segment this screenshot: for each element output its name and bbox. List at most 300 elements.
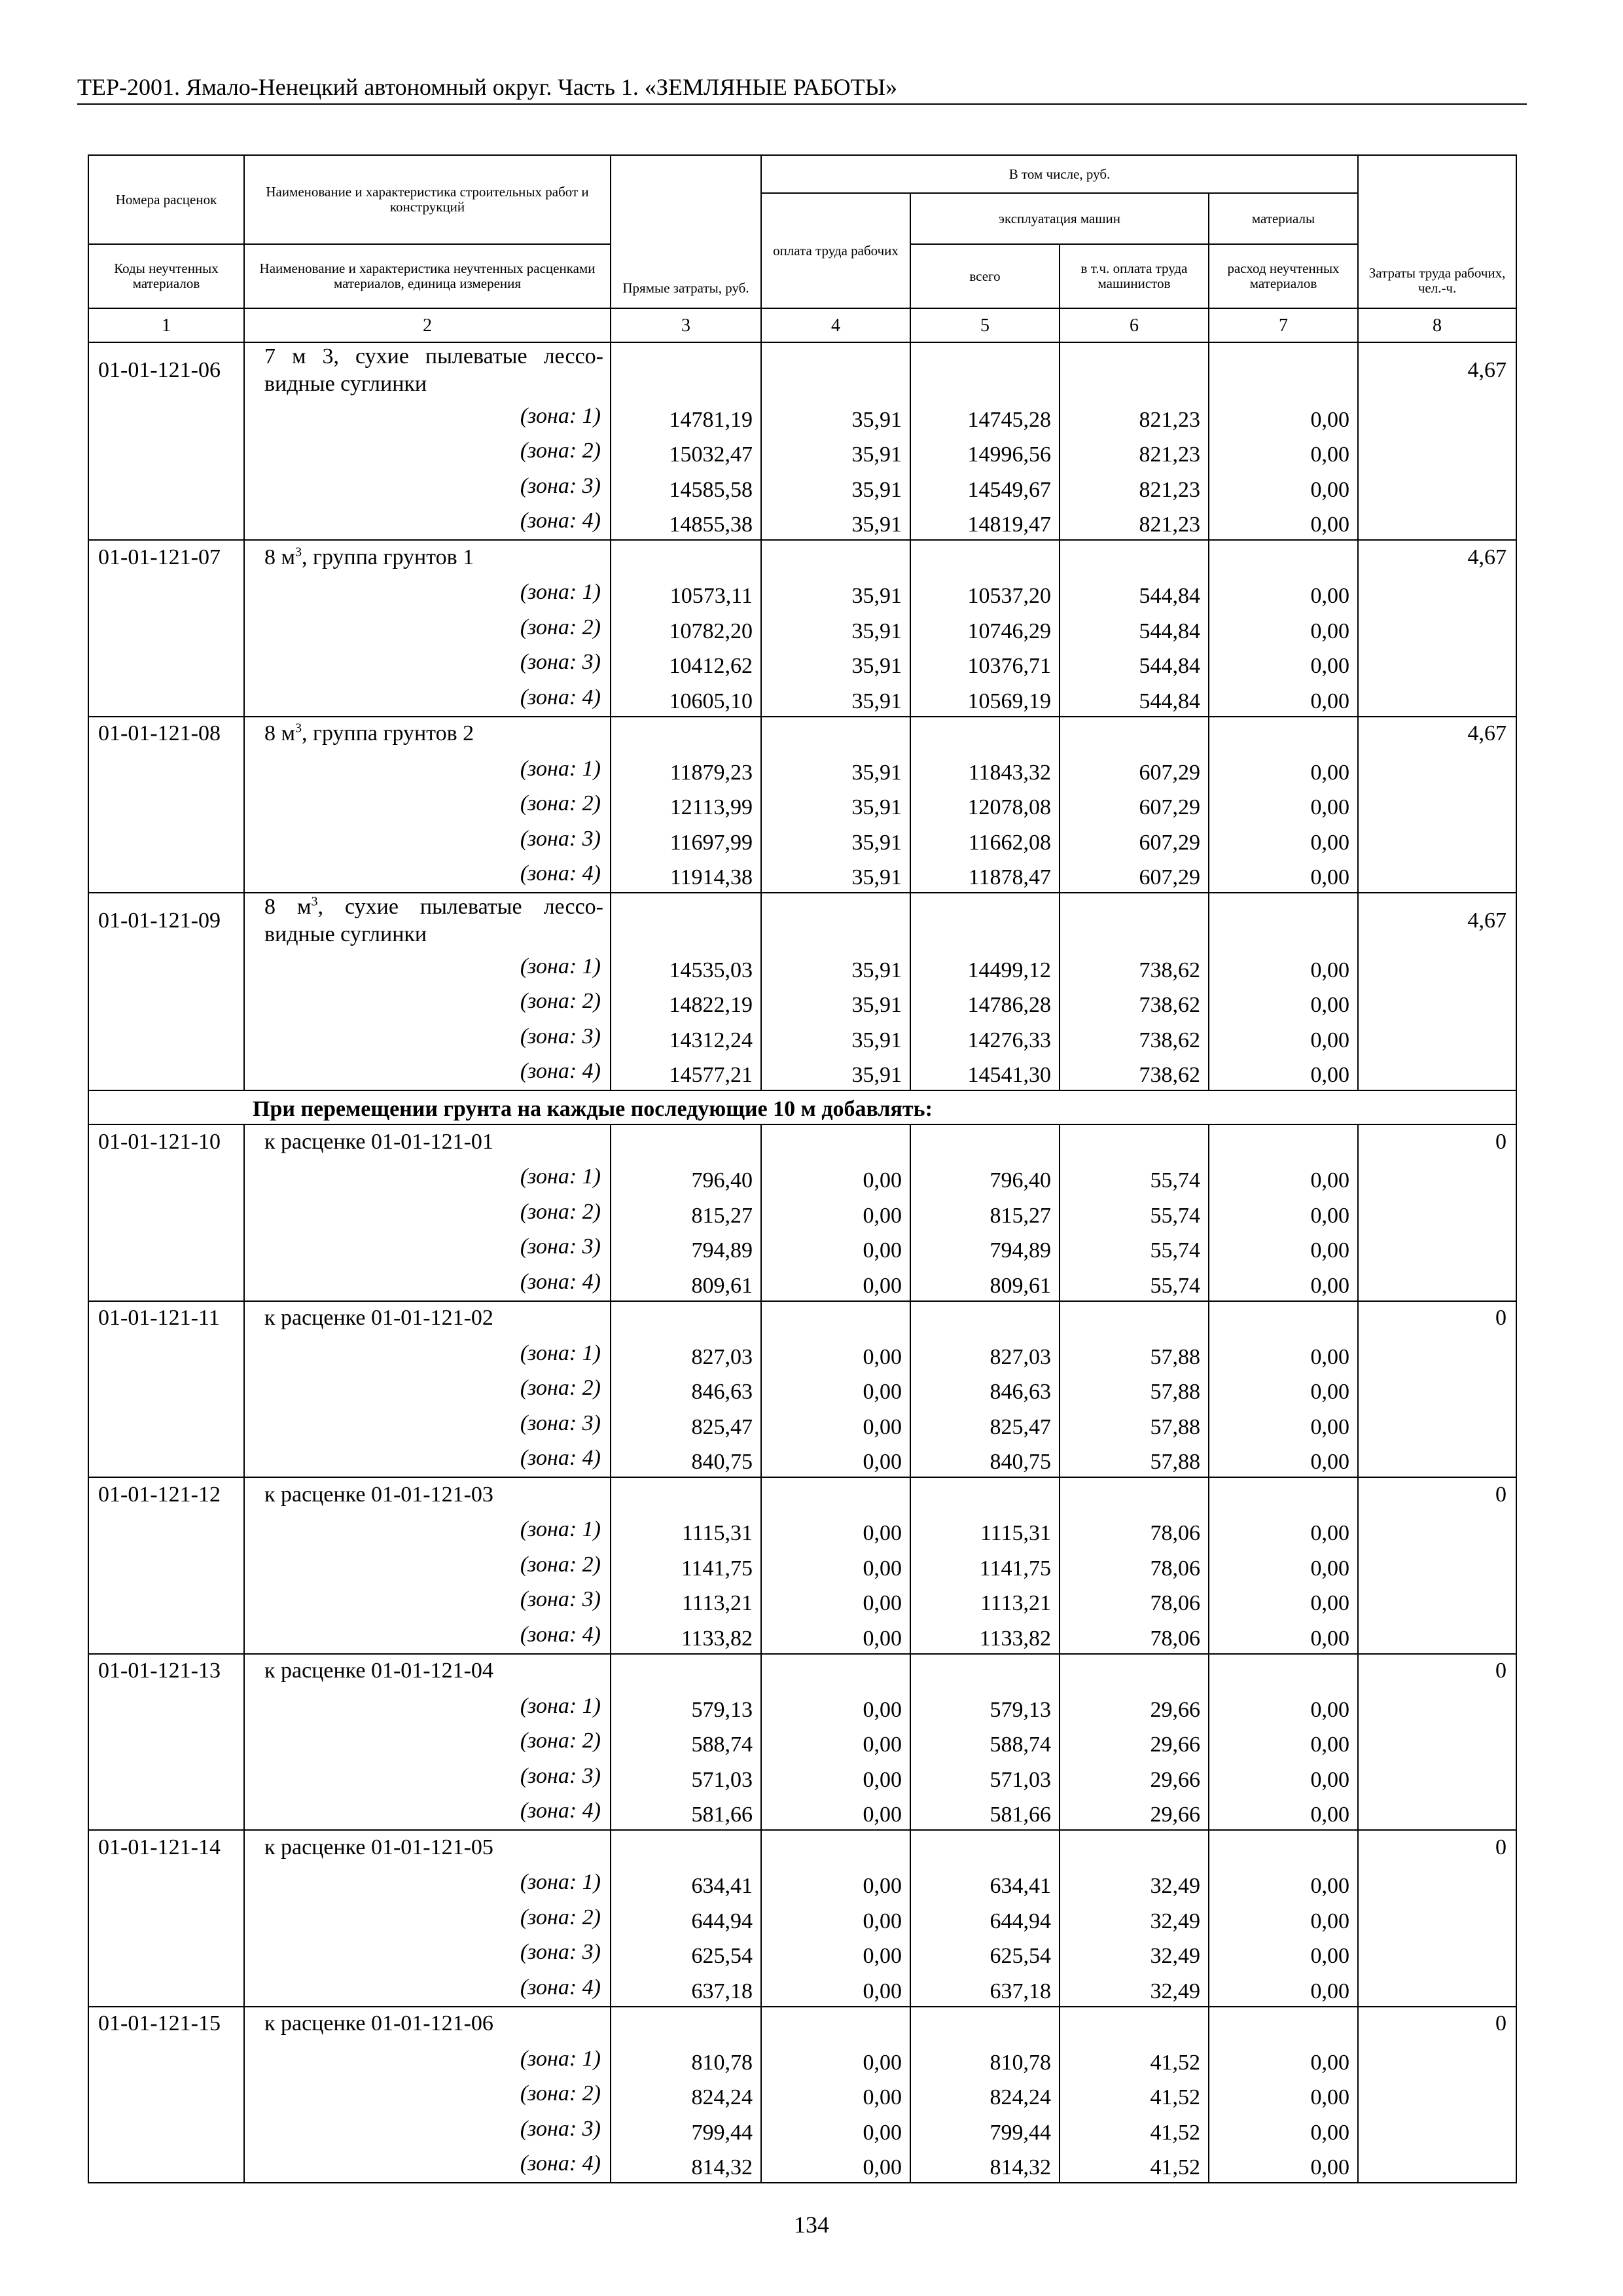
direct-costs: 799,44 [611, 2112, 761, 2147]
direct-costs: 10412,62 [611, 646, 761, 681]
machines-total: 11662,08 [910, 822, 1060, 857]
materials-consumption: 0,00 [1209, 1336, 1358, 1372]
empty-cell [910, 1477, 1060, 1513]
rate-name [244, 1654, 611, 1690]
empty-cell [1358, 822, 1516, 857]
zone-row [88, 1583, 1516, 1619]
header-materials-consumption: расход неучтенных материалов [1209, 244, 1358, 308]
empty-cell [611, 2007, 761, 2043]
rate-name-main: 8 м [264, 721, 296, 746]
machines-wages: 29,66 [1060, 1725, 1209, 1760]
materials-consumption: 0,00 [1209, 822, 1358, 857]
machines-total: 1115,31 [910, 1513, 1060, 1549]
empty-cell [88, 1336, 244, 1372]
materials-consumption: 0,00 [1209, 1971, 1358, 2007]
zone-label: (зона: 1) [244, 950, 611, 985]
machines-total: 796,40 [910, 1160, 1060, 1196]
column-number: 3 [611, 308, 761, 342]
rate-title-row [88, 1830, 1516, 1866]
empty-cell [611, 1654, 761, 1690]
table-body [88, 342, 1516, 2183]
zone-label: (зона: 2) [244, 1901, 611, 1936]
zone-row [88, 505, 1516, 541]
header-machines-total: всего [910, 244, 1060, 308]
empty-cell [761, 540, 910, 576]
wages: 35,91 [761, 576, 910, 611]
empty-cell [1358, 1020, 1516, 1055]
direct-costs: 824,24 [611, 2077, 761, 2113]
materials-consumption: 0,00 [1209, 2077, 1358, 2113]
materials-consumption: 0,00 [1209, 2147, 1358, 2183]
empty-cell [1358, 611, 1516, 646]
rate-name [244, 893, 611, 950]
wages: 0,00 [761, 1725, 910, 1760]
zone-label: (зона: 1) [244, 576, 611, 611]
zone-row [88, 1160, 1516, 1196]
rate-name-superscript: 3 [295, 721, 302, 736]
empty-cell [88, 985, 244, 1020]
zone-row [88, 1795, 1516, 1831]
empty-cell [88, 752, 244, 787]
materials-consumption: 0,00 [1209, 857, 1358, 893]
materials-consumption: 0,00 [1209, 2042, 1358, 2077]
rate-name-rest: , группа грунтов 2 [302, 721, 474, 746]
wages: 0,00 [761, 1583, 910, 1619]
empty-cell [1358, 681, 1516, 717]
rate-name-rest: , сухие пылеватые лессо-видные суглинки [264, 895, 603, 946]
zone-label: (зона: 4) [244, 1442, 611, 1478]
direct-costs: 815,27 [611, 1195, 761, 1230]
empty-cell [1358, 505, 1516, 541]
direct-costs: 579,13 [611, 1689, 761, 1725]
materials-consumption: 0,00 [1209, 1548, 1358, 1583]
machines-total: 14276,33 [910, 1020, 1060, 1055]
empty-cell [88, 576, 244, 611]
machines-total: 588,74 [910, 1725, 1060, 1760]
materials-consumption: 0,00 [1209, 505, 1358, 541]
direct-costs: 581,66 [611, 1795, 761, 1831]
direct-costs: 14585,58 [611, 469, 761, 505]
zone-row [88, 2077, 1516, 2113]
materials-consumption: 0,00 [1209, 950, 1358, 985]
machines-wages: 41,52 [1060, 2147, 1209, 2183]
materials-consumption: 0,00 [1209, 1055, 1358, 1091]
empty-cell [761, 342, 910, 399]
wages: 35,91 [761, 611, 910, 646]
zone-label: (зона: 4) [244, 505, 611, 541]
empty-cell [611, 1477, 761, 1513]
machines-wages: 78,06 [1060, 1583, 1209, 1619]
empty-cell [1358, 1901, 1516, 1936]
materials-consumption: 0,00 [1209, 611, 1358, 646]
empty-cell [1358, 1725, 1516, 1760]
machines-wages: 55,74 [1060, 1230, 1209, 1266]
empty-cell [611, 1301, 761, 1337]
machines-wages: 57,88 [1060, 1372, 1209, 1407]
empty-cell [910, 540, 1060, 576]
rate-title-row [88, 1124, 1516, 1160]
machines-wages: 544,84 [1060, 611, 1209, 646]
machines-wages: 32,49 [1060, 1866, 1209, 1901]
wages: 0,00 [761, 1160, 910, 1196]
empty-cell [88, 822, 244, 857]
direct-costs: 588,74 [611, 1725, 761, 1760]
rate-name-text: к расценке 01-01-121-01 [264, 1129, 493, 1154]
empty-cell [1209, 1654, 1358, 1690]
empty-cell [1358, 1971, 1516, 2007]
zone-row [88, 1689, 1516, 1725]
machines-wages: 57,88 [1060, 1442, 1209, 1478]
machines-wages: 55,74 [1060, 1265, 1209, 1301]
labor-cost: 0 [1358, 1830, 1516, 1866]
labor-cost: 0 [1358, 1477, 1516, 1513]
empty-cell [1358, 2077, 1516, 2113]
machines-total: 1141,75 [910, 1548, 1060, 1583]
machines-wages: 29,66 [1060, 1689, 1209, 1725]
empty-cell [88, 1759, 244, 1795]
empty-cell [88, 1936, 244, 1971]
wages: 0,00 [761, 2147, 910, 2183]
empty-cell [910, 1124, 1060, 1160]
empty-cell [910, 1301, 1060, 1337]
rate-name [244, 2007, 611, 2043]
machines-total: 634,41 [910, 1866, 1060, 1901]
machines-total: 10537,20 [910, 576, 1060, 611]
machines-wages: 607,29 [1060, 787, 1209, 823]
rate-name-main: 8 м [264, 545, 296, 569]
direct-costs: 1115,31 [611, 1513, 761, 1549]
empty-cell [1358, 1265, 1516, 1301]
rate-code: 01-01-121-07 [88, 540, 244, 576]
price-table [88, 154, 1517, 2183]
materials-consumption: 0,00 [1209, 576, 1358, 611]
empty-cell [88, 1160, 244, 1196]
zone-label: (зона: 2) [244, 985, 611, 1020]
rate-title-row [88, 717, 1516, 753]
empty-cell [611, 893, 761, 950]
materials-consumption: 0,00 [1209, 1725, 1358, 1760]
rate-code: 01-01-121-09 [88, 893, 244, 950]
materials-consumption: 0,00 [1209, 787, 1358, 823]
zone-row [88, 752, 1516, 787]
empty-cell [88, 646, 244, 681]
zone-row [88, 2042, 1516, 2077]
empty-cell [88, 1795, 244, 1831]
document-title: ТЕР-2001. Ямало-Ненецкий автономный округ. Часть 1. «ЗЕМЛЯНЫЕ РАБОТЫ» [77, 74, 898, 100]
materials-consumption: 0,00 [1209, 1160, 1358, 1196]
empty-cell [88, 1230, 244, 1266]
machines-wages: 607,29 [1060, 822, 1209, 857]
machines-total: 14786,28 [910, 985, 1060, 1020]
rate-name-text: к расценке 01-01-121-05 [264, 1835, 493, 1859]
zone-row [88, 1372, 1516, 1407]
machines-wages: 29,66 [1060, 1795, 1209, 1831]
empty-cell [88, 469, 244, 505]
rate-code: 01-01-121-06 [88, 342, 244, 399]
rate-name-text: к расценке 01-01-121-06 [264, 2011, 493, 2036]
zone-row [88, 1548, 1516, 1583]
empty-cell [910, 1654, 1060, 1690]
materials-consumption: 0,00 [1209, 1936, 1358, 1971]
direct-costs: 1141,75 [611, 1548, 761, 1583]
zone-label: (зона: 3) [244, 2112, 611, 2147]
empty-cell [88, 2077, 244, 2113]
wages: 35,91 [761, 646, 910, 681]
empty-cell [1209, 1124, 1358, 1160]
empty-cell [1358, 435, 1516, 470]
machines-wages: 57,88 [1060, 1336, 1209, 1372]
zone-label: (зона: 3) [244, 1583, 611, 1619]
wages: 35,91 [761, 435, 910, 470]
zone-row [88, 1901, 1516, 1936]
zone-label: (зона: 2) [244, 435, 611, 470]
empty-cell [1358, 1866, 1516, 1901]
machines-total: 12078,08 [910, 787, 1060, 823]
machines-wages: 41,52 [1060, 2042, 1209, 2077]
zone-row [88, 646, 1516, 681]
zone-label: (зона: 2) [244, 1548, 611, 1583]
materials-consumption: 0,00 [1209, 1901, 1358, 1936]
zone-label: (зона: 4) [244, 1971, 611, 2007]
empty-cell [88, 1971, 244, 2007]
zone-label: (зона: 1) [244, 752, 611, 787]
machines-wages: 738,62 [1060, 950, 1209, 985]
direct-costs: 14312,24 [611, 1020, 761, 1055]
machines-wages: 544,84 [1060, 576, 1209, 611]
materials-consumption: 0,00 [1209, 2112, 1358, 2147]
empty-cell [88, 399, 244, 435]
wages: 35,91 [761, 787, 910, 823]
zone-row [88, 822, 1516, 857]
empty-cell [1358, 646, 1516, 681]
zone-row [88, 576, 1516, 611]
column-number: 7 [1209, 308, 1358, 342]
zone-label: (зона: 3) [244, 1020, 611, 1055]
rate-name-text: к расценке 01-01-121-02 [264, 1306, 493, 1331]
zone-label: (зона: 2) [244, 1372, 611, 1407]
machines-wages: 821,23 [1060, 469, 1209, 505]
zone-row [88, 985, 1516, 1020]
empty-cell [910, 717, 1060, 753]
materials-consumption: 0,00 [1209, 1020, 1358, 1055]
empty-cell [88, 2112, 244, 2147]
empty-cell [1060, 1654, 1209, 1690]
empty-cell [1060, 1477, 1209, 1513]
machines-total: 10376,71 [910, 646, 1060, 681]
empty-cell [88, 2042, 244, 2077]
wages: 35,91 [761, 681, 910, 717]
header-name: Наименование и характеристика строительных работ и конструкций [244, 155, 611, 244]
direct-costs: 814,32 [611, 2147, 761, 2183]
column-number: 1 [88, 308, 244, 342]
header-materials: материалы [1209, 193, 1358, 244]
direct-costs: 809,61 [611, 1265, 761, 1301]
materials-consumption: 0,00 [1209, 1195, 1358, 1230]
empty-cell [1209, 1301, 1358, 1337]
machines-total: 14541,30 [910, 1055, 1060, 1091]
direct-costs: 625,54 [611, 1936, 761, 1971]
materials-consumption: 0,00 [1209, 435, 1358, 470]
empty-cell [1358, 1795, 1516, 1831]
direct-costs: 12113,99 [611, 787, 761, 823]
header-direct-costs: Прямые затраты, руб. [611, 155, 761, 308]
machines-total: 10569,19 [910, 681, 1060, 717]
machines-total: 846,63 [910, 1372, 1060, 1407]
wages: 0,00 [761, 1936, 910, 1971]
wages: 0,00 [761, 1548, 910, 1583]
machines-total: 644,94 [910, 1901, 1060, 1936]
machines-wages: 821,23 [1060, 399, 1209, 435]
labor-cost: 4,67 [1358, 717, 1516, 753]
machines-wages: 544,84 [1060, 681, 1209, 717]
direct-costs: 571,03 [611, 1759, 761, 1795]
zone-row [88, 1195, 1516, 1230]
empty-cell [1209, 893, 1358, 950]
header-including: В том числе, руб. [761, 155, 1358, 193]
rate-title-row [88, 893, 1516, 950]
machines-wages: 78,06 [1060, 1548, 1209, 1583]
zone-label: (зона: 4) [244, 681, 611, 717]
direct-costs: 634,41 [611, 1866, 761, 1901]
rate-title-row [88, 1477, 1516, 1513]
machines-total: 579,13 [910, 1689, 1060, 1725]
machines-total: 815,27 [910, 1195, 1060, 1230]
empty-cell [1358, 1055, 1516, 1091]
empty-cell [1358, 1336, 1516, 1372]
empty-cell [1209, 2007, 1358, 2043]
rate-name [244, 1301, 611, 1337]
zone-row [88, 1725, 1516, 1760]
empty-cell [1358, 1160, 1516, 1196]
wages: 35,91 [761, 985, 910, 1020]
wages: 0,00 [761, 1689, 910, 1725]
materials-consumption: 0,00 [1209, 399, 1358, 435]
labor-cost: 4,67 [1358, 893, 1516, 950]
direct-costs: 14577,21 [611, 1055, 761, 1091]
wages: 0,00 [761, 1513, 910, 1549]
materials-consumption: 0,00 [1209, 1442, 1358, 1478]
zone-label: (зона: 3) [244, 822, 611, 857]
header-machines-wages: в т.ч. оплата труда машинистов [1060, 244, 1209, 308]
empty-cell [1060, 540, 1209, 576]
machines-total: 581,66 [910, 1795, 1060, 1831]
empty-cell [910, 1830, 1060, 1866]
machines-wages: 544,84 [1060, 646, 1209, 681]
empty-cell [1358, 2147, 1516, 2183]
zone-label: (зона: 4) [244, 1265, 611, 1301]
empty-cell [910, 2007, 1060, 2043]
machines-total: 814,32 [910, 2147, 1060, 2183]
direct-costs: 637,18 [611, 1971, 761, 2007]
rate-title-row [88, 540, 1516, 576]
empty-cell [88, 1583, 244, 1619]
machines-wages: 32,49 [1060, 1936, 1209, 1971]
direct-costs: 810,78 [611, 2042, 761, 2077]
machines-total: 1113,21 [910, 1583, 1060, 1619]
wages: 0,00 [761, 2112, 910, 2147]
empty-cell [88, 2147, 244, 2183]
empty-cell [611, 1124, 761, 1160]
empty-cell [1358, 576, 1516, 611]
zone-row [88, 681, 1516, 717]
labor-cost: 0 [1358, 1654, 1516, 1690]
rate-name-superscript: 3 [311, 894, 318, 909]
machines-total: 825,47 [910, 1407, 1060, 1442]
running-header [77, 72, 1527, 105]
zone-row [88, 435, 1516, 470]
direct-costs: 14535,03 [611, 950, 761, 985]
zone-row [88, 611, 1516, 646]
empty-cell [88, 1442, 244, 1478]
zone-label: (зона: 4) [244, 1618, 611, 1654]
rate-name [244, 342, 611, 399]
machines-wages: 821,23 [1060, 435, 1209, 470]
zone-label: (зона: 2) [244, 611, 611, 646]
empty-cell [88, 950, 244, 985]
header-rate-numbers: Номера расценок [88, 155, 244, 244]
zone-label: (зона: 2) [244, 2077, 611, 2113]
direct-costs: 10573,11 [611, 576, 761, 611]
zone-label: (зона: 3) [244, 469, 611, 505]
header-name-materials: Наименование и характеристика неучтенных расценками материалов, единица измерения [244, 244, 611, 308]
empty-cell [88, 1725, 244, 1760]
machines-wages: 32,49 [1060, 1971, 1209, 2007]
empty-cell [1060, 1830, 1209, 1866]
empty-cell [1358, 857, 1516, 893]
empty-cell [88, 1618, 244, 1654]
machines-wages: 607,29 [1060, 857, 1209, 893]
machines-wages: 738,62 [1060, 985, 1209, 1020]
machines-total: 810,78 [910, 2042, 1060, 2077]
zone-row [88, 950, 1516, 985]
machines-total: 799,44 [910, 2112, 1060, 2147]
empty-cell [88, 435, 244, 470]
rate-name [244, 1830, 611, 1866]
empty-cell [611, 342, 761, 399]
zone-label: (зона: 1) [244, 2042, 611, 2077]
materials-consumption: 0,00 [1209, 1265, 1358, 1301]
empty-cell [88, 1689, 244, 1725]
zone-label: (зона: 2) [244, 1725, 611, 1760]
labor-cost: 0 [1358, 2007, 1516, 2043]
zone-row [88, 1971, 1516, 2007]
empty-cell [1060, 717, 1209, 753]
rate-title-row [88, 342, 1516, 399]
machines-total: 824,24 [910, 2077, 1060, 2113]
direct-costs: 14781,19 [611, 399, 761, 435]
empty-cell [1358, 1407, 1516, 1442]
empty-cell [88, 1195, 244, 1230]
wages: 0,00 [761, 1901, 910, 1936]
direct-costs: 1113,21 [611, 1583, 761, 1619]
materials-consumption: 0,00 [1209, 469, 1358, 505]
machines-total: 11843,32 [910, 752, 1060, 787]
materials-consumption: 0,00 [1209, 1795, 1358, 1831]
header-codes: Коды неучтенных материалов [88, 244, 244, 308]
empty-cell [1358, 399, 1516, 435]
rate-code: 01-01-121-10 [88, 1124, 244, 1160]
empty-cell [1358, 1442, 1516, 1478]
zone-label: (зона: 3) [244, 646, 611, 681]
materials-consumption: 0,00 [1209, 1230, 1358, 1266]
labor-cost: 0 [1358, 1124, 1516, 1160]
labor-cost: 4,67 [1358, 342, 1516, 399]
header-wages: оплата труда рабочих [761, 193, 910, 308]
empty-cell [1060, 342, 1209, 399]
wages: 0,00 [761, 2042, 910, 2077]
empty-cell [1358, 985, 1516, 1020]
machines-wages: 821,23 [1060, 505, 1209, 541]
